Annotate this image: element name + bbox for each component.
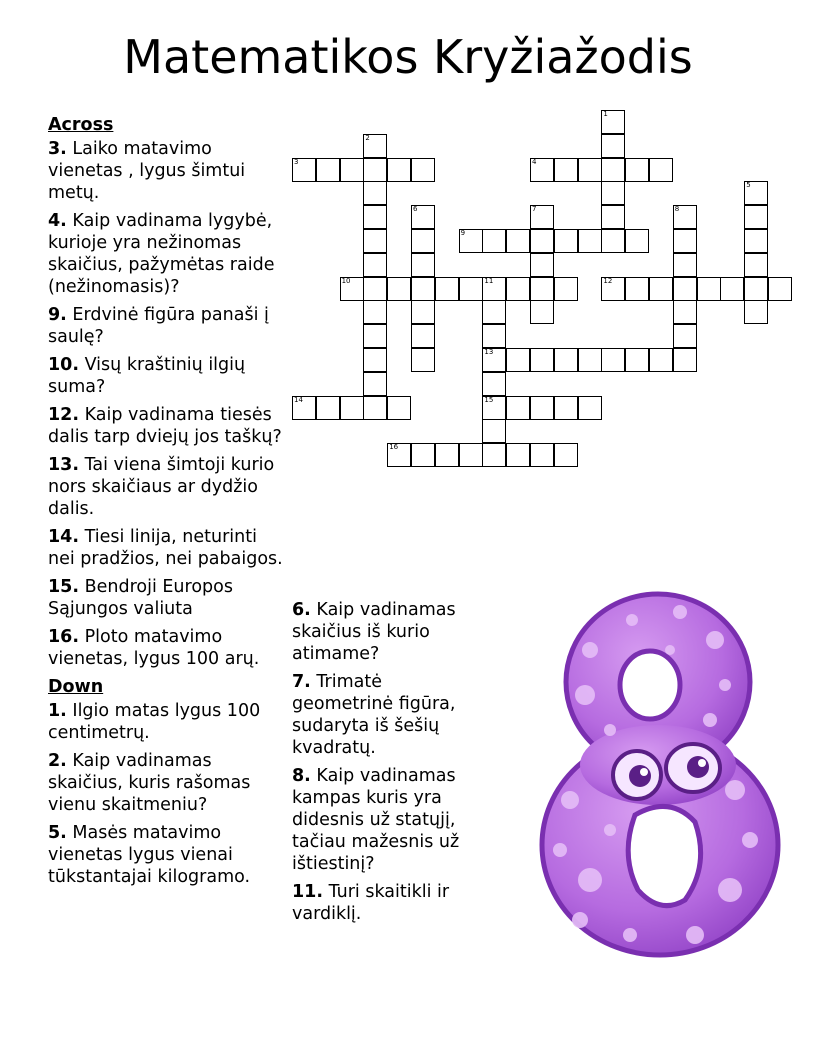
grid-cell[interactable] [292, 158, 316, 182]
grid-cell[interactable] [744, 181, 768, 205]
clue-number: 1. [48, 701, 67, 721]
clue-across-16 [48, 626, 284, 670]
grid-cell[interactable] [387, 277, 411, 301]
grid-cell[interactable] [578, 158, 602, 182]
eye-left-icon [613, 751, 661, 799]
grid-cell[interactable] [506, 229, 530, 253]
clue-text: Turi skaitikli ir vardiklį. [292, 882, 450, 924]
grid-cell[interactable] [601, 348, 625, 372]
grid-cell[interactable] [387, 443, 411, 467]
grid-cell[interactable] [482, 348, 506, 372]
grid-cell[interactable] [554, 443, 578, 467]
grid-cell[interactable] [482, 443, 506, 467]
clue-number: 15. [48, 577, 80, 597]
clue-down-2 [48, 750, 284, 816]
grid-cell[interactable] [697, 277, 721, 301]
grid-cell[interactable] [530, 443, 554, 467]
clue-number: 4. [48, 211, 67, 231]
grid-cell[interactable] [720, 277, 744, 301]
clue-text: Ilgio matas lygus 100 centimetrų. [48, 701, 261, 743]
grid-cell[interactable] [578, 348, 602, 372]
grid-cell-number: 11 [484, 276, 494, 285]
grid-cell[interactable] [530, 205, 554, 229]
grid-cell[interactable] [363, 158, 387, 182]
grid-cell[interactable] [411, 348, 435, 372]
grid-cell[interactable] [482, 396, 506, 420]
grid-cell[interactable] [601, 229, 625, 253]
clue-down-5 [48, 822, 284, 888]
clue-text: Ploto matavimo vienetas, lygus 100 arų. [48, 627, 260, 669]
grid-cell[interactable] [649, 348, 673, 372]
grid-cell[interactable] [601, 134, 625, 158]
grid-cell[interactable] [363, 277, 387, 301]
grid-cell[interactable] [411, 300, 435, 324]
clue-text: Bendroji Europos Sąjungos valiuta [48, 577, 233, 619]
purple-number-eight-mascot-icon [520, 590, 800, 960]
clue-down-11 [292, 881, 487, 925]
grid-cell[interactable] [459, 229, 483, 253]
grid-cell[interactable] [530, 158, 554, 182]
grid-cell[interactable] [340, 158, 364, 182]
grid-cell[interactable] [673, 253, 697, 277]
clue-across-10 [48, 354, 284, 398]
across-header: Across [48, 115, 114, 135]
grid-cell[interactable] [340, 277, 364, 301]
grid-cell[interactable] [673, 324, 697, 348]
grid-cell-number: 8 [674, 205, 680, 214]
grid-cell[interactable] [744, 229, 768, 253]
grid-cell-number: 6 [413, 205, 418, 214]
grid-cell[interactable] [649, 277, 673, 301]
grid-cell[interactable] [744, 205, 768, 229]
grid-cell-number: 5 [746, 181, 751, 190]
grid-cell[interactable] [363, 229, 387, 253]
grid-cell[interactable] [673, 205, 697, 229]
clue-number: 14. [48, 527, 80, 547]
grid-cell[interactable] [363, 134, 387, 158]
grid-cell[interactable] [363, 300, 387, 324]
grid-cell[interactable] [411, 229, 435, 253]
grid-cell[interactable] [601, 277, 625, 301]
grid-cell[interactable] [530, 253, 554, 277]
clue-number: 2. [48, 751, 67, 771]
clue-across-4 [48, 210, 284, 298]
grid-cell[interactable] [530, 277, 554, 301]
grid-cell[interactable] [411, 205, 435, 229]
grid-cell[interactable] [363, 348, 387, 372]
grid-cell[interactable] [435, 277, 459, 301]
grid-cell[interactable] [411, 277, 435, 301]
grid-cell[interactable] [411, 324, 435, 348]
grid-cell[interactable] [673, 300, 697, 324]
grid-cell[interactable] [411, 158, 435, 182]
grid-cell-number: 16 [389, 443, 399, 452]
clue-down-1 [48, 700, 284, 744]
clue-down-6 [292, 599, 487, 665]
clue-text: Kaip vadinamas skaičius, kuris rašomas vienu skaitmeniu? [48, 751, 251, 815]
clue-text: Masės matavimo vienetas lygus vienai tūkstantajai kilogramo. [48, 823, 251, 887]
grid-cell[interactable] [482, 277, 506, 301]
clue-text: Laiko matavimo vienetas , lygus šimtui metų. [48, 139, 246, 203]
grid-cell[interactable] [625, 348, 649, 372]
grid-cell[interactable] [316, 158, 340, 182]
grid-cell[interactable] [506, 396, 530, 420]
grid-cell[interactable] [411, 443, 435, 467]
grid-cell[interactable] [482, 419, 506, 443]
grid-cell[interactable] [601, 158, 625, 182]
grid-cell[interactable] [673, 277, 697, 301]
grid-cell[interactable] [601, 205, 625, 229]
grid-cell[interactable] [363, 253, 387, 277]
clue-number: 3. [48, 139, 67, 159]
grid-cell-number: 7 [532, 205, 537, 214]
grid-cell[interactable] [530, 348, 554, 372]
clue-text: Tai viena šimtoji kurio nors skaičiaus ar dydžio dalis. [48, 455, 275, 519]
eye-right-icon [666, 744, 720, 792]
grid-cell[interactable] [649, 158, 673, 182]
clue-text: Kaip vadinama tiesės dalis tarp dviejų jos taškų? [48, 405, 282, 447]
grid-cell[interactable] [625, 277, 649, 301]
clue-number: 11. [292, 882, 324, 902]
grid-cell[interactable] [363, 181, 387, 205]
grid-cell[interactable] [387, 158, 411, 182]
grid-cell[interactable] [625, 229, 649, 253]
clue-number: 8. [292, 766, 311, 786]
grid-cell[interactable] [316, 396, 340, 420]
grid-cell[interactable] [554, 158, 578, 182]
clue-text: Trimatė geometrinė figūra, sudaryta iš šešių kvadratų. [292, 672, 456, 758]
grid-cell[interactable] [459, 443, 483, 467]
grid-cell[interactable] [387, 396, 411, 420]
clue-text: Visų kraštinių ilgių suma? [48, 355, 246, 397]
grid-cell[interactable] [625, 158, 649, 182]
clues-column-left [48, 114, 284, 894]
grid-cell[interactable] [578, 229, 602, 253]
clue-number: 5. [48, 823, 67, 843]
clue-text: Kaip vadinama lygybė, kurioje yra nežinomas skaičius, pažymėtas raide (nežinomasis)? [48, 211, 275, 297]
grid-cell[interactable] [554, 348, 578, 372]
grid-cell[interactable] [435, 443, 459, 467]
grid-cell[interactable] [530, 396, 554, 420]
grid-cell[interactable] [554, 396, 578, 420]
grid-cell[interactable] [459, 277, 483, 301]
clue-number: 10. [48, 355, 80, 375]
clue-across-3 [48, 138, 284, 204]
grid-cell[interactable] [530, 229, 554, 253]
grid-cell[interactable] [744, 300, 768, 324]
grid-cell[interactable] [411, 253, 435, 277]
grid-cell[interactable] [292, 396, 316, 420]
clue-number: 12. [48, 405, 80, 425]
grid-cell[interactable] [601, 110, 625, 134]
grid-cell-number: 13 [484, 348, 494, 356]
clue-text: Erdvinė figūra panaši į saulę? [48, 305, 269, 347]
grid-cell-number: 2 [365, 133, 370, 142]
grid-cell[interactable] [554, 277, 578, 301]
grid-cell-number: 1 [603, 110, 608, 118]
grid-cell[interactable] [482, 300, 506, 324]
grid-cell-number: 15 [484, 395, 494, 404]
grid-cell[interactable] [578, 396, 602, 420]
grid-cell[interactable] [363, 324, 387, 348]
clue-number: 7. [292, 672, 311, 692]
grid-cell[interactable] [744, 253, 768, 277]
grid-cell[interactable] [673, 229, 697, 253]
clue-across-15 [48, 576, 284, 620]
grid-cell[interactable] [506, 443, 530, 467]
grid-cell[interactable] [768, 277, 792, 301]
down-header: Down [48, 677, 104, 697]
grid-cell[interactable] [340, 396, 364, 420]
clue-text: Tiesi linija, neturinti nei pradžios, nei pabaigos. [48, 527, 283, 569]
grid-cell[interactable] [482, 372, 506, 396]
grid-cell[interactable] [482, 324, 506, 348]
grid-cell[interactable] [363, 205, 387, 229]
page-title: Matematikos Kryžiažodis [123, 30, 693, 84]
clue-down-7 [292, 671, 487, 759]
clue-text: Kaip vadinamas skaičius iš kurio atimame? [292, 600, 456, 664]
clue-number: 9. [48, 305, 67, 325]
grid-cell[interactable] [554, 229, 578, 253]
clue-number: 13. [48, 455, 80, 475]
grid-cell-number: 4 [532, 157, 537, 166]
clue-across-9 [48, 304, 284, 348]
grid-cell[interactable] [530, 300, 554, 324]
grid-cell[interactable] [363, 372, 387, 396]
grid-cell-number: 9 [460, 229, 466, 237]
grid-cell-number: 14 [294, 395, 303, 404]
clue-number: 6. [292, 600, 311, 620]
grid-cell[interactable] [482, 229, 506, 253]
grid-cell-number: 3 [294, 157, 299, 166]
clue-across-13 [48, 454, 284, 520]
grid-cell[interactable] [506, 277, 530, 301]
clue-text: Kaip vadinamas kampas kuris yra didesnis už statųjį, tačiau mažesnis už ištiestinį? [292, 766, 460, 874]
clue-number: 16. [48, 627, 80, 647]
grid-cell[interactable] [744, 277, 768, 301]
grid-cell-number: 12 [603, 276, 613, 285]
grid-cell[interactable] [506, 348, 530, 372]
clue-down-8 [292, 765, 487, 875]
clues-column-right [292, 599, 487, 931]
grid-cell[interactable] [601, 181, 625, 205]
grid-cell-number: 10 [341, 276, 351, 285]
clue-across-12 [48, 404, 284, 448]
grid-cell[interactable] [673, 348, 697, 372]
clue-across-14 [48, 526, 284, 570]
grid-cell[interactable] [363, 396, 387, 420]
